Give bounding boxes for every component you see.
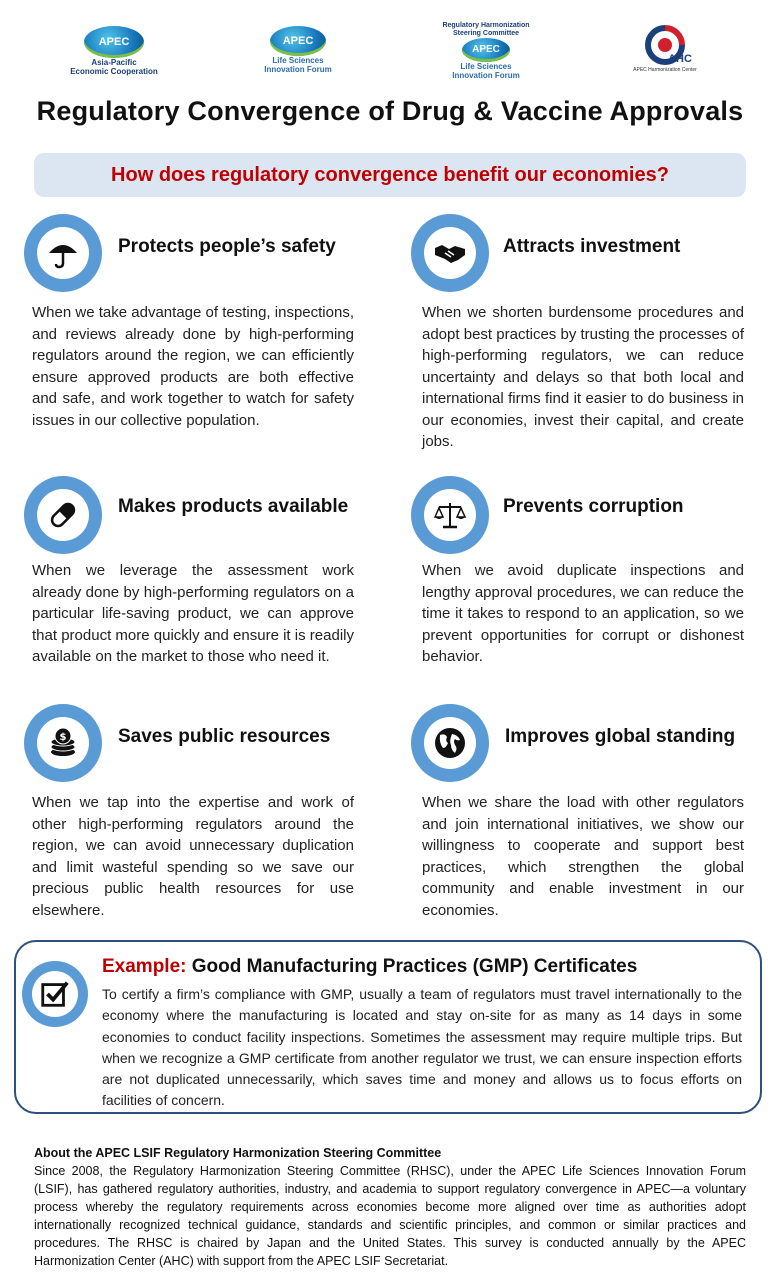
page-title: Regulatory Convergence of Drug & Vaccine Approvals — [36, 96, 744, 126]
umbrella-badge — [24, 214, 102, 292]
section-body-corruption: When we avoid duplicate inspections and lengthy approval procedures, we can reduce the time it takes to respond to an application, so we prevent opportunities for corrupt or dishonest behavior. — [422, 562, 744, 665]
apec-logo-mark: APEC — [84, 26, 144, 58]
pill-badge — [24, 476, 102, 554]
handshake-icon — [433, 236, 467, 270]
ahc-logo — [620, 24, 710, 73]
about-section — [34, 1144, 746, 1270]
rhsc-logo-subtitle-1: Life Sciences — [460, 62, 512, 71]
lsif-logo — [250, 26, 346, 74]
section-title-corruption: Prevents corruption — [503, 496, 684, 517]
pill-icon — [46, 498, 80, 532]
scales-badge — [411, 476, 489, 554]
section-body-standing: When we share the load with other regulators and join international initiatives, we show our willingness to cooperate and support best practices, which strengthen the global community and enable investment in our economies. — [422, 794, 744, 919]
example-title — [102, 956, 637, 978]
checkbox-badge — [22, 961, 88, 1027]
logo-bar — [0, 0, 780, 92]
section-title-availability: Makes products available — [118, 496, 349, 517]
about-body: Since 2008, the Regulatory Harmonization Steering Committee (RHSC), under the APEC Life Sciences Innovation Forum (LSIF), has gathered regulatory authorities, industry, and academia to support regulatory convergence in APEC—a voluntary process whereby the regulatory requirements across economies become more aligned over time as authorities adopt internationally recognized technical guidance, standards and scientific principles, and common or similar practices and procedures. The RHSC is chaired by Japan and the United States. This survey is conducted annually by the APEC Harmonization Center (AHC) with support from the APEC LSIF Secretariat. — [34, 1164, 746, 1268]
rhsc-logo-top-1: Regulatory Harmonization — [442, 22, 530, 29]
handshake-badge — [411, 214, 489, 292]
apec-logo-subtitle-2: Economic Cooperation — [70, 67, 158, 76]
section-body-safety: When we take advantage of testing, inspections, and reviews already done by high-performing regulators around the region, we can efficiently ensure approved products are both effective and safe, and work together to watch for safety issues in our collective population. — [32, 304, 354, 429]
about-title: About the APEC LSIF Regulatory Harmonization Steering Committee — [34, 1146, 442, 1160]
apec-logo — [66, 26, 162, 76]
ahc-logo-mark: AHC — [668, 53, 692, 65]
rhsc-logo-subtitle-2: Innovation Forum — [452, 71, 520, 80]
svg-text:$: $ — [59, 732, 67, 743]
section-title-resources: Saves public resources — [118, 726, 331, 747]
rhsc-logo — [436, 22, 536, 80]
section-title-safety: Protects people’s safety — [118, 236, 336, 257]
coins-badge — [24, 704, 102, 782]
section-body-availability: When we leverage the assessment work already done by high-performing regulators on a particular life-saving product, we can approve that product more quickly and ensure it is readily available on the market to those who need it. — [32, 562, 354, 665]
section-body-resources: When we tap into the expertise and work of other high-performing regulators around the region, we can avoid unnecessary duplication and limit wasteful spending so we save our precious public health resources for use elsewhere. — [32, 794, 354, 919]
example-box — [14, 940, 762, 1114]
apec-logo-subtitle-1: Asia-Pacific — [91, 58, 137, 67]
coins-icon — [46, 726, 80, 760]
example-heading: Good Manufacturing Practices (GMP) Certificates — [191, 956, 638, 977]
umbrella-icon — [46, 236, 80, 270]
scales-icon — [433, 498, 467, 532]
section-body-investment: When we shorten burdensome procedures and adopt best practices by trusting the processes of high-performing regulators, we can reduce uncertainty and delays so that both local and international firms find it easier to do business in our economies, invest their capital, and create jobs. — [422, 304, 744, 450]
example-label: Example: — [102, 956, 187, 977]
globe-icon — [433, 726, 467, 760]
ahc-logo-subtitle: APEC Harmonization Center — [633, 67, 697, 73]
question-banner: How does regulatory convergence benefit our economies? — [34, 153, 746, 197]
section-title-investment: Attracts investment — [503, 236, 681, 257]
lsif-logo-subtitle-1: Life Sciences — [272, 56, 324, 65]
section-title-standing: Improves global standing — [505, 726, 736, 747]
lsif-logo-subtitle-2: Innovation Forum — [264, 65, 332, 74]
example-body: To certify a firm’s compliance with GMP, usually a team of regulators must travel internationally to the economy where the manufacturing is located and stay on-site for as many as 14 days in some economies to conduct facility inspections. Sometimes the assessment may require multiple trips. But when we recognize a GMP certificate from another regulator we trust, we can ensure inspection efforts are not duplicated unnecessarily, which saves time and money and allows us to focus efforts on facilities of concern. — [102, 986, 742, 1109]
rhsc-logo-mark: APEC — [462, 38, 510, 62]
checkbox-icon — [39, 978, 71, 1010]
rhsc-logo-top-2: Steering Committee — [452, 30, 520, 37]
lsif-logo-mark: APEC — [270, 26, 326, 56]
globe-badge — [411, 704, 489, 782]
